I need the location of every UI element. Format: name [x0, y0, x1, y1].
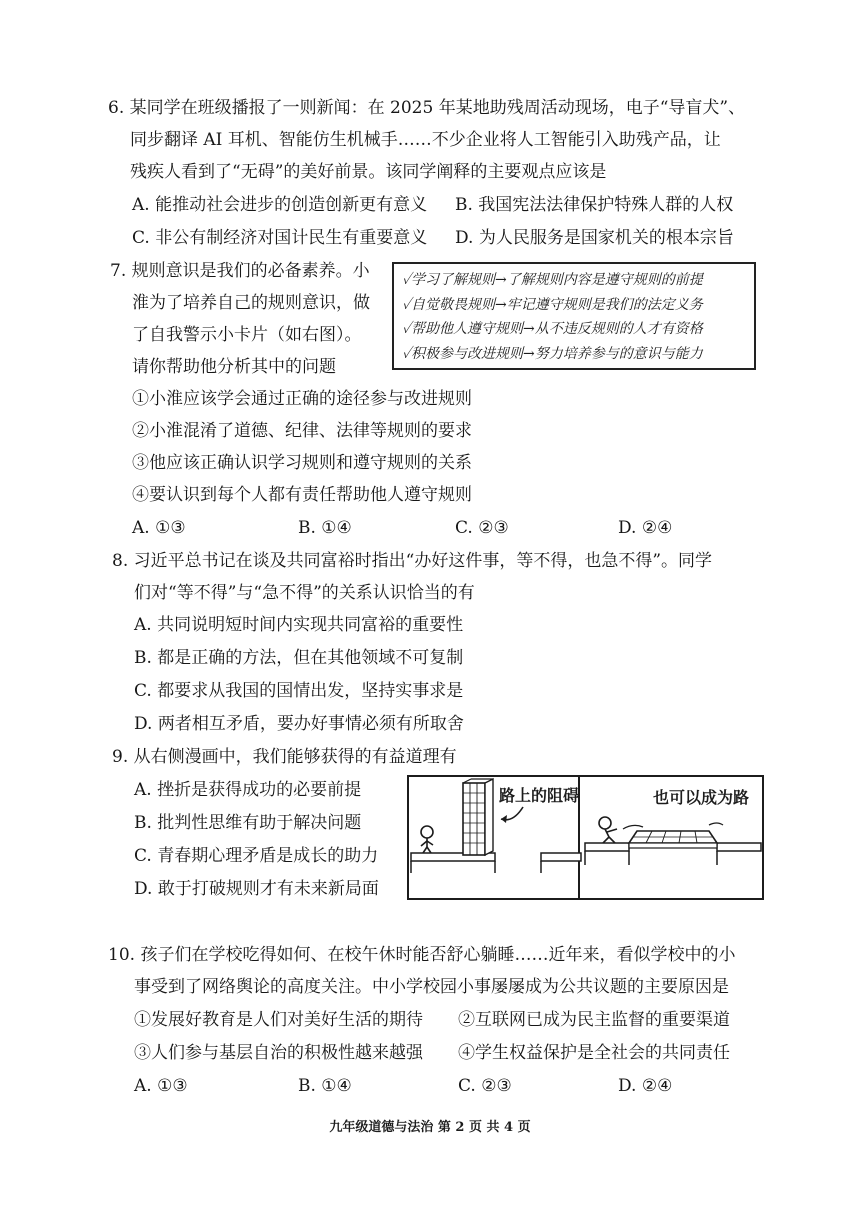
- q8-stem-line-1: 8. 习近平总书记在谈及共同富裕时指出“办好这件事，等不得，也急不得”。同学: [112, 551, 713, 571]
- q7-item-3: ③他应该正确认识学习规则和遵守规则的关系: [132, 453, 472, 473]
- left-road-segment-2: [585, 843, 629, 851]
- card-row-3: ✓帮助他人遵守规则→从不违反规则的人才有资格: [402, 321, 703, 337]
- q8-option-d: D. 两者相互矛盾，要办好事情必须有所取舍: [134, 714, 464, 734]
- card-row-2: ✓自觉敬畏规则→牢记遵守规则是我们的法定义务: [402, 296, 703, 313]
- left-caption: 路上的阻碍: [499, 788, 580, 805]
- right-panel: [585, 788, 761, 865]
- q7-stem-line-3: 了自我警示小卡片（如右图）。: [132, 325, 362, 345]
- q10-option-c: C. ②③: [458, 1076, 512, 1096]
- q7-stem-line-1: 7. 规则意识是我们的必备素养。小: [110, 261, 370, 281]
- q10-item-4: ④学生权益保护是全社会的共同责任: [458, 1043, 730, 1063]
- q9-option-b: B. 批判性思维有助于解决问题: [134, 813, 362, 833]
- q10-option-d: D. ②④: [618, 1076, 673, 1096]
- page-footer: 九年级道德与法治 第 2 页 共 4 页: [329, 1120, 531, 1135]
- q7-item-1: ①小淮应该学会通过正确的途径参与改进规则: [132, 389, 472, 409]
- warning-card: [392, 262, 756, 370]
- stick-figure-standing: [421, 826, 433, 853]
- q10-item-1: ①发展好教育是人们对美好生活的期待: [134, 1010, 423, 1030]
- card-row-4: ✓积极参与改进规则→努力培养参与的意识与能力: [402, 345, 703, 362]
- q7-item-4: ④要认识到每个人都有责任帮助他人遵守规则: [132, 485, 472, 505]
- q7-stem-line-2: 淮为了培养自己的规则意识，做: [132, 293, 370, 313]
- q10-stem-line-1: 10. 孩子们在学校吃得如何、在校午休时能否舒心躺睡……近年来，看似学校中的小: [108, 945, 736, 965]
- obstacle-wall: [463, 779, 493, 855]
- q10-stem-line-2: 事受到了网络舆论的高度关注。中小学校园小事屡屡成为公共议题的主要原因是: [134, 977, 729, 997]
- q7-item-2: ②小淮混淆了道德、纪律、法律等规则的要求: [132, 421, 472, 441]
- stick-figure-pushing: [599, 817, 617, 843]
- q6-stem-line-2: 同步翻译 AI 耳机、智能仿生机械手……不少企业将人工智能引入助残产品，让: [130, 130, 721, 150]
- q7-option-b: B. ①④: [298, 518, 352, 538]
- q8-stem-line-2: 们对“等不得”与“急不得”的关系认识恰当的有: [134, 583, 475, 603]
- q7-option-d: D. ②④: [618, 518, 673, 538]
- card-row-1: ✓学习了解规则→了解规则内容是遵守规则的前提: [402, 272, 703, 288]
- q10-option-b: B. ①④: [298, 1076, 352, 1096]
- q6-option-b: B. 我国宪法法律保护特殊人群的人权: [455, 195, 734, 215]
- q9-option-d: D. 敢于打破规则才有未来新局面: [134, 879, 379, 899]
- q8-option-b: B. 都是正确的方法，但在其他领域不可复制: [134, 648, 464, 668]
- right-road-segment: [541, 853, 581, 861]
- q6-stem-line-3: 残疾人看到了“无碍”的美好前景。该同学阐释的主要观点应该是: [130, 162, 607, 182]
- q10-item-3: ③人们参与基层自治的积极性越来越强: [134, 1043, 423, 1063]
- grid-bridge: [629, 831, 717, 848]
- q7-stem-line-4: 请你帮助他分析其中的问题: [132, 357, 336, 377]
- comic-strip: [407, 775, 764, 900]
- q7-option-c: C. ②③: [455, 518, 509, 538]
- q7-option-a: A. ①③: [132, 518, 186, 538]
- motion-mark-icon: [623, 825, 643, 829]
- q9-stem: 9. 从右侧漫画中，我们能够获得的有益道理有: [112, 747, 457, 767]
- q9-option-c: C. 青春期心理矛盾是成长的助力: [134, 846, 379, 866]
- q6-stem-line-1: 6. 某同学在班级播报了一则新闻：在 2025 年某地助残周活动现场，电子“导盲犬”、: [108, 98, 746, 118]
- motion-mark-icon-2: [709, 823, 723, 825]
- q8-option-a: A. 共同说明短时间内实现共同富裕的重要性: [134, 615, 464, 635]
- q8-option-c: C. 都要求从我国的国情出发，坚持实事求是: [134, 681, 464, 701]
- left-panel: [411, 779, 581, 873]
- q6-option-d: D. 为人民服务是国家机关的根本宗旨: [455, 228, 734, 248]
- q9-option-a: A. 挫折是获得成功的必要前提: [134, 780, 362, 800]
- right-caption: 也可以成为路: [653, 790, 750, 807]
- q6-option-c: C. 非公有制经济对国计民生有重要意义: [132, 228, 428, 248]
- right-road-segment-2: [717, 843, 761, 851]
- q10-option-a: A. ①③: [134, 1076, 188, 1096]
- q6-option-a: A. 能推动社会进步的创造创新更有意义: [132, 195, 428, 215]
- q10-item-2: ②互联网已成为民主监督的重要渠道: [458, 1010, 730, 1030]
